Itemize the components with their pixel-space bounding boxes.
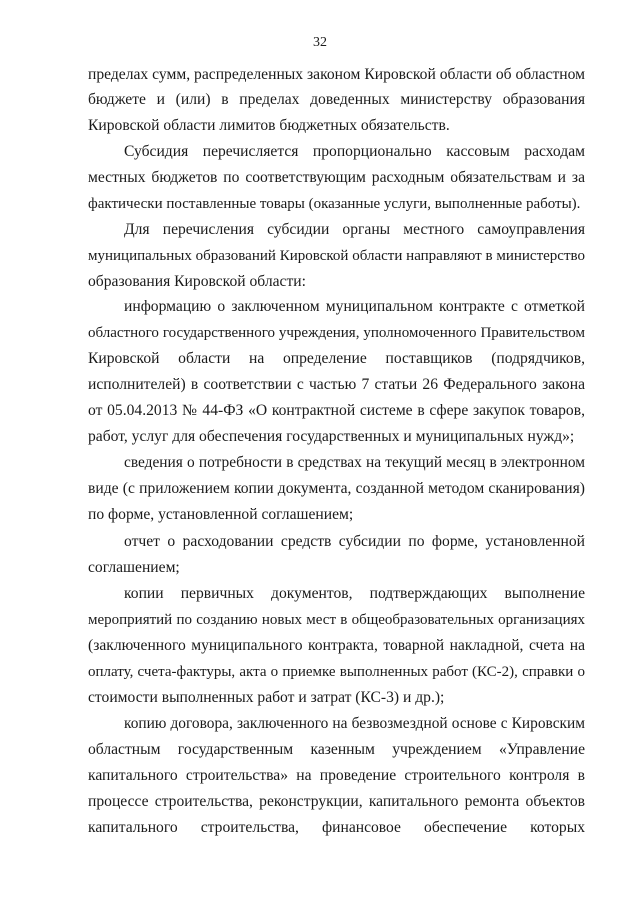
page-number: 32 — [313, 35, 327, 50]
text-line: оплату, счета-фактуры, акта о приемке выполненных работ (КС-2), справки о — [88, 664, 585, 680]
text-line: исполнителей) в соответствии с частью 7 статьи 26 Федерального закона — [88, 376, 585, 393]
text-line: капитального строительства» на проведение строительного контроля в — [88, 767, 585, 784]
text-line: капитального строительства, финансовое обеспечение которых — [88, 819, 585, 836]
text-line: Кировской области лимитов бюджетных обязательств. — [88, 117, 450, 134]
text-line: процессе строительства, реконструкции, капитального ремонта объектов — [88, 793, 585, 810]
text-line: мероприятий по созданию новых мест в общеобразовательных организациях — [88, 612, 585, 628]
text-line: фактически поставленные товары (оказанные услуги, выполненные работы). — [88, 196, 581, 212]
text-line: виде (с приложением копии документа, созданной методом сканирования) — [88, 480, 585, 497]
text-line: сведения о потребности в средствах на текущий месяц в электронном — [124, 454, 585, 471]
text-line: бюджете и (или) в пределах доведенных министерству образования — [88, 91, 585, 108]
text-line: областного государственного учреждения, уполномоченного Правительством — [88, 325, 585, 341]
text-line: от 05.04.2013 № 44-ФЗ «О контрактной системе в сфере закупок товаров, — [88, 402, 585, 419]
text-line: отчет о расходовании средств субсидии по форме, установленной — [124, 533, 585, 550]
text-line: местных бюджетов по соответствующим расходным обязательствам и за — [88, 169, 585, 186]
text-line: копию договора, заключенного на безвозмездной основе с Кировским — [124, 715, 585, 732]
text-line: муниципальных образований Кировской области направляют в министерство — [88, 248, 585, 264]
text-line: (заключенного муниципального контракта, товарной накладной, счета на — [88, 637, 585, 654]
text-line: Для перечисления субсидии органы местного самоуправления — [124, 221, 585, 238]
text-line: Субсидия перечисляется пропорционально кассовым расходам — [124, 143, 585, 160]
text-line: копии первичных документов, подтверждающих выполнение — [124, 585, 585, 602]
text-line: пределах сумм, распределенных законом Кировской области об областном — [88, 66, 585, 83]
text-line: информацию о заключенном муниципальном контракте с отметкой — [124, 298, 585, 315]
text-line: областным государственным казенным учреждением «Управление — [88, 741, 585, 758]
text-line: работ, услуг для обеспечения государственных и муниципальных нужд»; — [88, 428, 575, 445]
text-line: Кировской области на определение поставщиков (подрядчиков, — [88, 350, 585, 367]
text-line: соглашением; — [88, 559, 180, 576]
text-line: по форме, установленной соглашением; — [88, 506, 354, 523]
text-line: стоимости выполненных работ и затрат (КС-3) и др.); — [88, 689, 445, 706]
text-line: образования Кировской области: — [88, 273, 306, 290]
